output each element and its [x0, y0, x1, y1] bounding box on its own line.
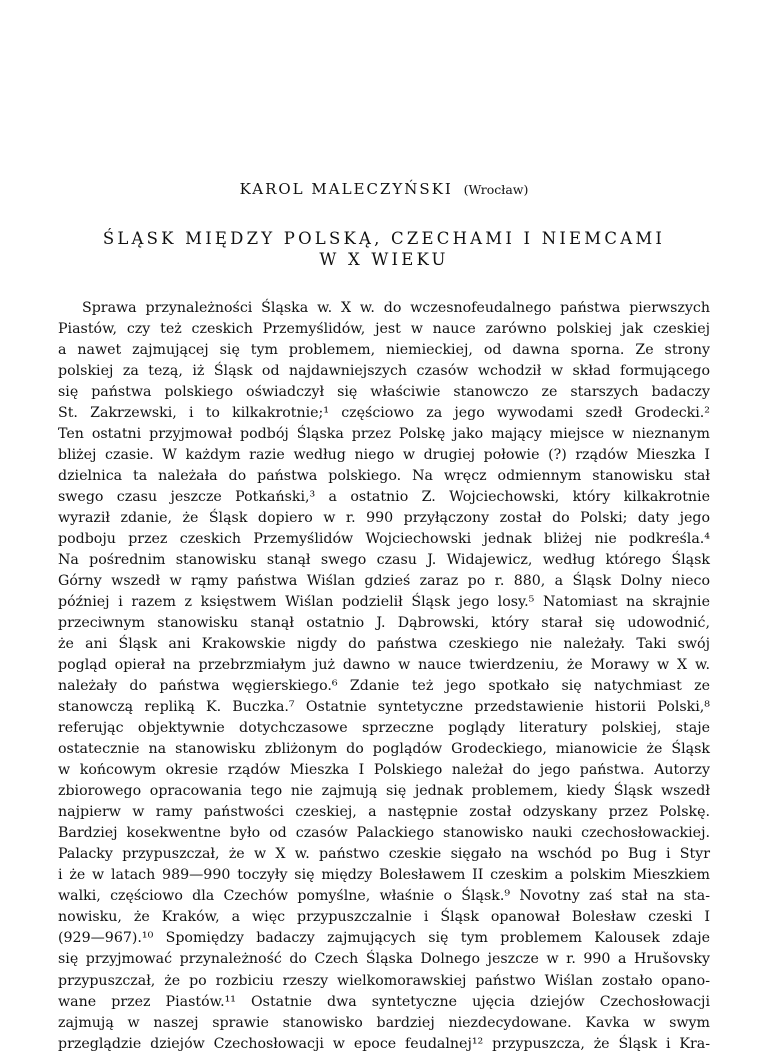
body-text-line: walki, częściowo dla Czechów pomyślne, właśnie o Śląsk.⁹ Novotny zaś stał na sta- — [58, 888, 710, 905]
title-line-1: ŚLĄSK MIĘDZY POLSKĄ, CZECHAMI I NIEMCAMI — [102, 229, 666, 248]
body-text-line: ostatecznie na stanowisku zbliżonym do poglądów Grodeckiego, mianowicie że Śląsk — [58, 741, 710, 758]
body-text-line: Sprawa przynależności Śląska w. X w. do wczesnofeudalnego państwa pierwszych — [82, 300, 710, 316]
author-name: KAROL MALECZYŃSKI — [239, 180, 453, 198]
body-text-line: zbiorowego opracowania tego nie zajmują się jednak problemem, kiedy Śląsk wszedł — [58, 783, 710, 800]
body-text-line: najpierw w ramy państwości czeskiej, a następnie został odzyskany przez Polskę. — [58, 804, 710, 821]
body-text-line: referując objektywnie dotychczasowe sprzeczne poglądy literatury polskiej, staje — [58, 720, 710, 737]
body-text-line: należały do państwa węgierskiego.⁶ Zdanie też jego spotkało się natychmiast ze — [58, 678, 710, 695]
body-text-line: w końcowym okresie rządów Mieszka I Polskiego należał do jego państwa. Autorzy — [58, 762, 710, 779]
body-text-line: swego czasu jeszcze Potkański,³ a ostatnio Z. Wojciechowski, który kilkakrotnie — [58, 489, 710, 506]
body-text-line: się przyjmować przynależność do Czech Śląska Dolnego jeszcze w r. 990 a Hrušovsky — [58, 951, 710, 968]
body-text-line: później i razem z księstwem Wiślan podzielił Śląsk jego losy.⁵ Natomiast na skrajnie — [58, 594, 710, 611]
body-text-line: stanowczą repliką K. Buczka.⁷ Ostatnie syntetyczne przedstawienie historii Polski,⁸ — [58, 699, 710, 716]
title-line-2: W X WIEKU — [319, 250, 449, 269]
body-text-line: zajmują w naszej sprawie stanowisko bardziej niezdecydowane. Kavka w swym — [58, 1014, 710, 1031]
body-text-line: a nawet zajmującej się tym problemem, niemieckiej, od dawna sporna. Ze strony — [58, 342, 710, 359]
body-text-line: podboju przez czeskich Przemyślidów Wojciechowski jednak bliżej nie podkreśla.⁴ — [58, 531, 710, 548]
body-text-line: Na pośrednim stanowisku stanął swego czasu J. Widajewicz, według którego Śląsk — [58, 552, 710, 569]
body-text-line: wyraził zdanie, że Śląsk dopiero w r. 990 przyłączony został do Polski; daty jego — [58, 510, 710, 527]
body-text-line: Bardziej kosekwentne było od czasów Palackiego stanowisko nauki czechosłowackiej. — [58, 825, 710, 842]
body-text-line: St. Zakrzewski, i to kilkakrotnie;¹ częściowo za jego wywodami szedł Grodecki.² — [58, 405, 710, 422]
body-text-line: Ten ostatni przyjmował podbój Śląska przez Polskę jako mający miejsce w nieznanym — [58, 426, 710, 443]
body-text-line: Górny wszedł w rąmy państwa Wiślan gdzieś zaraz po r. 880, a Śląsk Dolny nieco — [58, 573, 710, 590]
body-text-line: Piastów, czy też czeskich Przemyślidów, jest w nauce zarówno polskiej jak czeskiej — [58, 321, 710, 338]
body-text-line: bliżej czasie. W każdym razie według niego w drugiej połowie (?) rządów Mieszka I — [58, 447, 710, 464]
body-text-line: przeglądzie dziejów Czechosłowacji w epoce feudalnej¹² przypuszcza, że Śląsk i Kra- — [58, 1035, 710, 1052]
body-text-line: i że w latach 989—990 toczyły się między Bolesławem II czeskim a polskim Mieszkiem — [58, 867, 710, 884]
body-text-line: że ani Śląsk ani Krakowskie nigdy do państwa czeskiego nie należały. Taki swój — [58, 636, 710, 653]
body-text-line: wane przez Piastów.¹¹ Ostatnie dwa syntetyczne ujęcia dziejów Czechosłowacji — [58, 993, 710, 1010]
article-page — [58, 0, 710, 1052]
body-text-line: przypuszczał, że po rozbiciu rzeszy wielkomorawskiej państwo Wiślan zostało opano- — [58, 972, 710, 989]
body-text-line: (929—967).¹⁰ Spomiędzy badaczy zajmujących się tym problemem Kalousek zdaje — [58, 930, 710, 947]
body-text-line: nowisku, że Kraków, a więc przypuszczalnie i Śląsk opanował Bolesław czeski I — [58, 909, 710, 926]
body-text-line: polskiej za tezą, iż Śląsk od najdawniejszych czasów wchodził w skład formującego — [58, 363, 710, 380]
body-text-line: dzielnica ta należała do państwa polskiego. Na wręcz odmiennym stanowisku stał — [58, 468, 710, 485]
body-text-line: Palacky przypuszczał, że w X w. państwo czeskie sięgało na wschód po Bug i Styr — [58, 846, 710, 863]
body-text-line: pogląd opierał na przebrzmiałym już dawno w nauce twierdzeniu, że Morawy w X w. — [58, 657, 710, 674]
body-text-line: się państwa polskiego oświadczył się właściwie stanowczo ze starszych badaczy — [58, 384, 710, 401]
article-body — [58, 298, 710, 1055]
article-author — [58, 180, 710, 198]
article-title — [58, 228, 710, 270]
body-text-line: przeciwnym stanowisku stanął ostatnio J. Dąbrowski, który starał się udowodnić, — [58, 615, 710, 632]
author-affiliation: (Wrocław) — [463, 182, 529, 197]
